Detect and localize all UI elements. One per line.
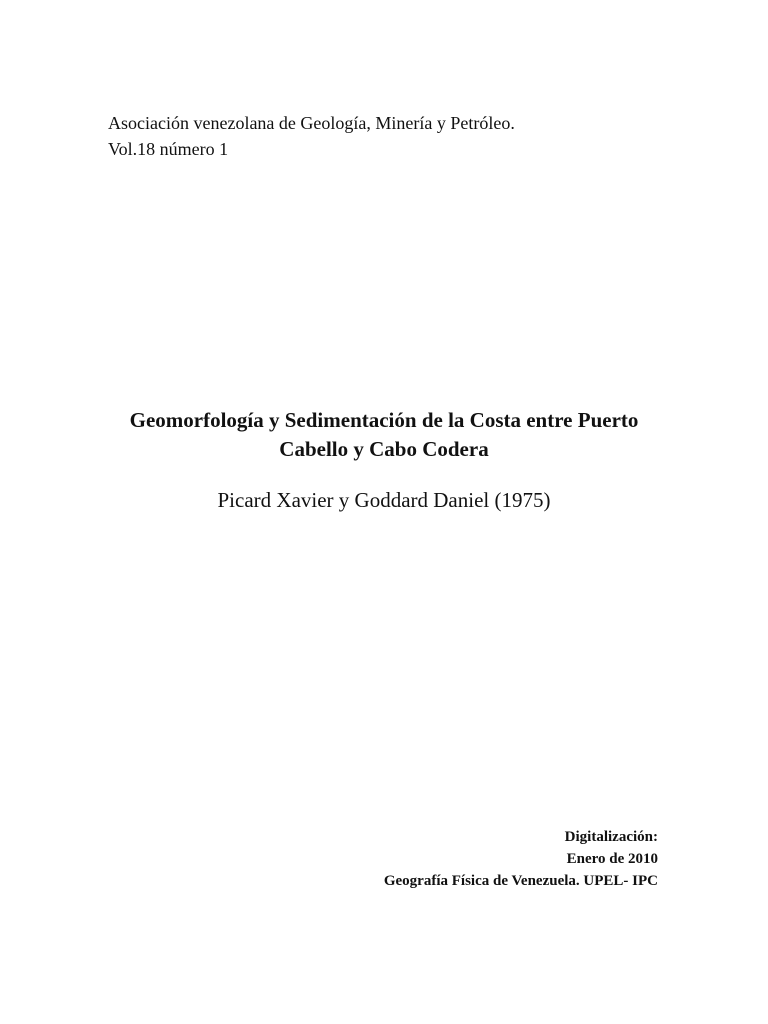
journal-header [108,110,515,162]
journal-volume: Vol.18 número 1 [108,139,229,159]
credits-label: Digitalización: [564,829,658,845]
digitalization-credits [384,826,658,892]
journal-name: Asociación venezolana de Geología, Minería y Petróleo. [108,113,515,133]
credits-date: Enero de 2010 [566,851,658,867]
title-line-2: Cabello y Cabo Codera [279,437,489,461]
credits-institution: Geografía Física de Venezuela. UPEL- IPC [383,873,658,889]
title-line-1: Geomorfología y Sedimentación de la Costa entre Puerto [129,408,639,432]
document-title [84,406,684,464]
authors-line: Picard Xavier y Goddard Daniel (1975) [217,488,551,512]
